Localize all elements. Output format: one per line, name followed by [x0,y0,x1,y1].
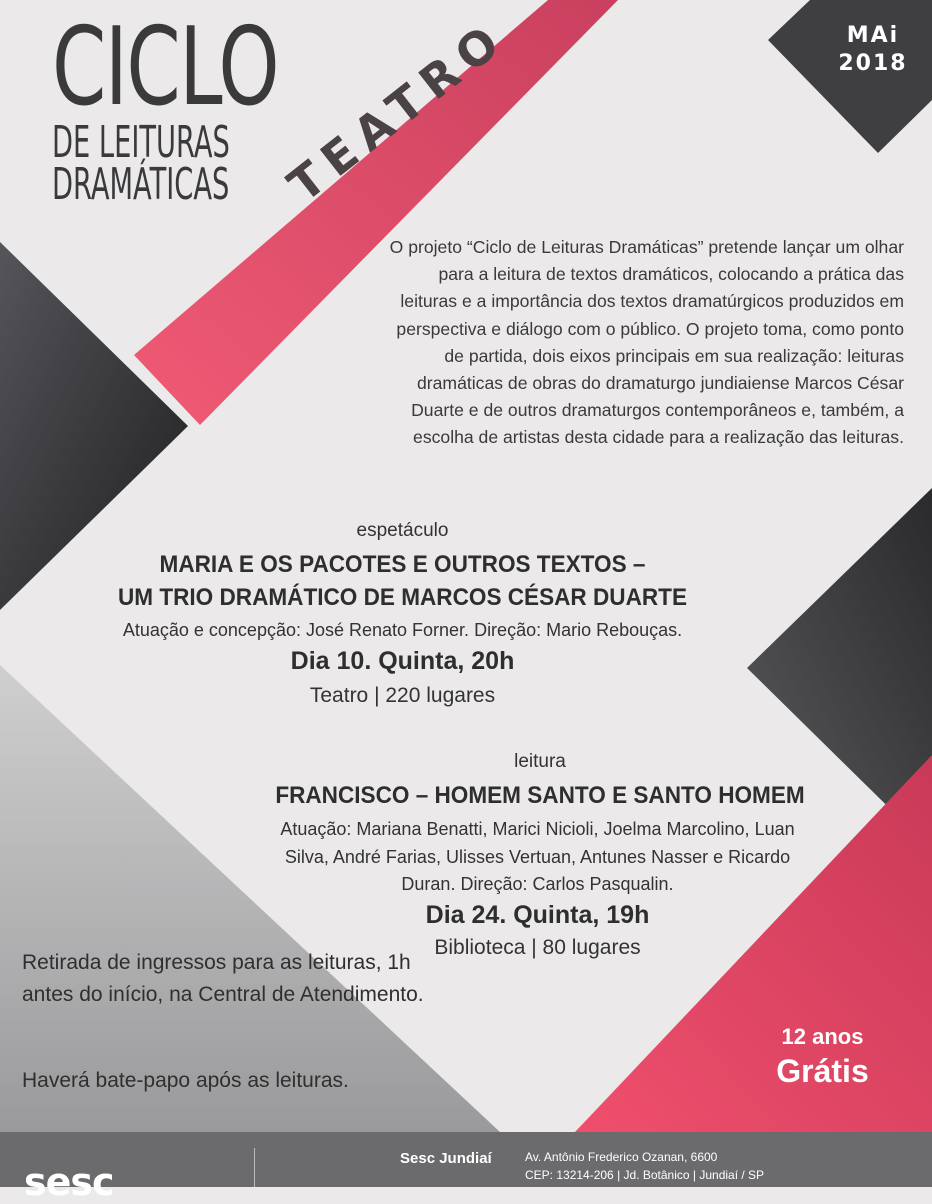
age-rating: 12 anos [781,1024,864,1049]
event-1-title [99,548,705,614]
footer-divider [254,1148,255,1187]
event-2-type: leitura [514,751,566,772]
sesc-logo: sesc [24,1160,114,1204]
title-subtitle [52,117,230,210]
address [525,1148,764,1184]
unit-name: Sesc Jundiaí [400,1150,492,1167]
month: MAi [846,23,900,48]
intro-paragraph: O projeto “Ciclo de Leituras Dramáticas” pretende lançar um olhar para a leitura de textos dramáticos, colocando a prática das leituras e a importância dos textos dramatúrgicos produzidos em perspectiva e diálogo com o público. O projeto toma, como ponto de partida, dois eixos principais em sua realização: leituras dramáticas de obras do dramaturgo jundiaiense Marcos César Duarte e de outros dramaturgos contemporâneos e, também, a escolha de artistas desta cidade para a realização das leituras. [389,237,904,448]
event-2-date: Dia 24. Quinta, 19h [425,901,650,929]
age-price-badge [740,1022,905,1090]
subtitle-line-1: DE LEITURAS [52,117,230,168]
event-1-title-line-1: MARIA E OS PACOTES E OUTROS TEXTOS – [159,551,646,578]
date-badge [838,22,908,78]
year: 2018 [838,51,908,76]
event-2-venue: Biblioteca | 80 lugares [434,936,641,959]
event-1-venue: Teatro | 220 lugares [309,684,496,707]
chat-info: Haverá bate-papo após as leituras. [22,1069,349,1092]
event-1-date: Dia 10. Quinta, 20h [290,647,515,675]
subtitle-line-2: DRAMÁTICAS [52,159,230,210]
grey-triangle [0,665,500,1132]
event-2-credits: Atuação: Mariana Benatti, Marici Nicioli, Joelma Marcolino, Luan Silva, André Farias, Ulisses Vertuan, Antunes Nasser e Ricardo Duran. Direção: Carlos Pasqualin. [280,819,795,894]
price: Grátis [776,1053,869,1089]
ticket-info: Retirada de ingressos para as leituras, 1h antes do início, na Central de Atendimento. [22,951,424,1006]
category-label: TEATRO [278,9,517,213]
event-2-title: FRANCISCO – HOMEM SANTO E SANTO HOMEM [275,782,805,809]
event-1-title-line-2: UM TRIO DRAMÁTICO DE MARCOS CÉSAR DUARTE [117,584,687,611]
address-line-1: Av. Antônio Frederico Ozanan, 6600 [525,1150,718,1164]
title-ciclo: CICLO [52,5,279,130]
event-1-credits: Atuação e concepção: José Renato Forner. Direção: Mario Rebouças. [122,620,683,640]
event-1-type: espetáculo [356,520,449,541]
address-line-2: CEP: 13214-206 | Jd. Botânico | Jundiaí / SP [525,1168,765,1182]
